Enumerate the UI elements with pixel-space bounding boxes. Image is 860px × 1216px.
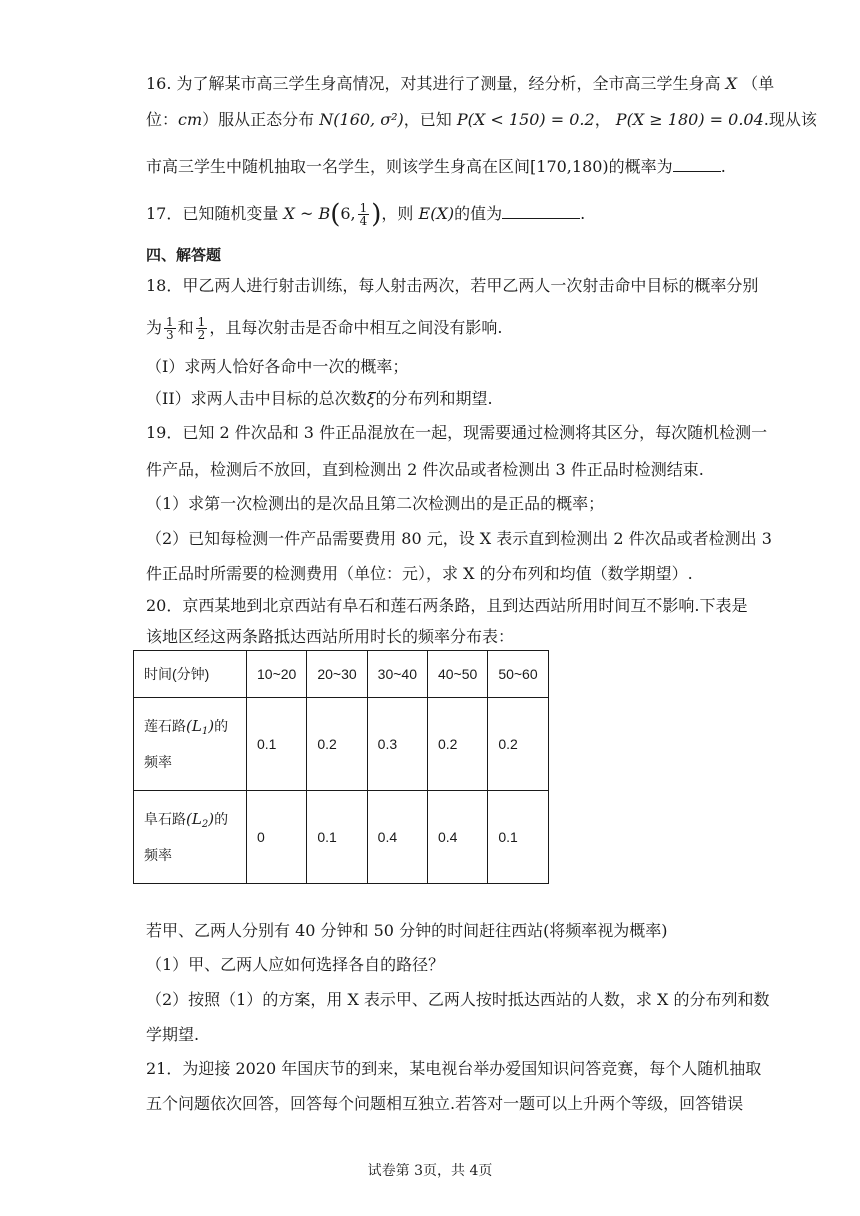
table-header-cell: 20~30 [307, 651, 367, 698]
q16-probability-2: P(X ≥ 180) = 0.04 [615, 110, 764, 129]
q17-text: 的值为 [454, 204, 503, 223]
table-cell: 0.3 [367, 698, 427, 791]
row-label-text: 阜石路 [144, 811, 186, 827]
table-cell: 0.1 [247, 698, 307, 791]
table-cell: 0 [247, 791, 307, 884]
q20-sub2-line1: （2）按照（1）的方案，用 X 表示甲、乙两人按时抵达西站的人数，求 X 的分布列和数 [146, 990, 770, 1009]
q18-text: 的分布列和期望. [375, 389, 493, 408]
q18-sub1: （I）求两人恰好各命中一次的概率； [146, 357, 409, 376]
q18-fraction-2 [196, 316, 208, 341]
row-label-symbol-letter: L [191, 810, 202, 828]
table-row [134, 698, 549, 791]
q16-variable: X [725, 74, 738, 93]
q16-text: 市高三学生中随机抽取一名学生，则该学生身高在区间 [146, 157, 531, 176]
section-heading: 四、解答题 [146, 246, 222, 264]
q17-binomial-n: 6, [340, 204, 356, 223]
q17-text: . [580, 204, 586, 223]
table-row [134, 791, 549, 884]
row-label-text: 的 [214, 811, 229, 827]
q18-fraction-1-denominator: 3 [166, 328, 174, 342]
q16-text: 的概率为 [608, 157, 673, 176]
q20-sub2-line2: 学期望. [146, 1025, 200, 1044]
q19-sub1: （1）求第一次检测出的是次品且第二次检测出的是正品的概率； [146, 494, 605, 513]
q17-text: 17．已知随机变量 [146, 204, 279, 223]
q20-sub1: （1）甲、乙两人应如何选择各自的路径？ [146, 955, 445, 974]
table-header-cell: 50~60 [488, 651, 548, 698]
q16-line3 [146, 157, 726, 177]
table-row-label [134, 791, 247, 884]
q16-text: . [720, 157, 726, 176]
table-cell: 0.4 [367, 791, 427, 884]
q16-text: 位： [146, 110, 179, 129]
q17-fraction [358, 202, 370, 227]
q18-fraction-2-denominator: 2 [197, 328, 206, 342]
row-label-text: 莲石路 [144, 718, 186, 734]
row-label-symbol-subscript: 1 [201, 726, 209, 737]
q17-fraction-denominator: 4 [359, 214, 368, 228]
table-cell: 0.2 [488, 698, 548, 791]
q17-text: ，则 [381, 204, 414, 223]
q17-expectation: E(X) [418, 204, 455, 223]
table-cell: 0.1 [488, 791, 548, 884]
table-row-label [134, 698, 247, 791]
row-label-symbol: $(L_1)$ [186, 717, 215, 737]
q16-text: ）服从正态分布 [202, 110, 315, 129]
q18-fraction-2-numerator: 1 [197, 315, 206, 329]
q19-sub2-line2: 件正品时所需要的检测费用（单位：元），求 X 的分布列和均值（数学期望）. [146, 564, 693, 583]
table-cell: 0.4 [427, 791, 487, 884]
table-cell: 0.2 [427, 698, 487, 791]
q16-interval: [170,180) [530, 157, 609, 176]
q18-fraction-1 [164, 316, 176, 341]
q18-line1: 18．甲乙两人进行射击训练，每人射击两次，若甲乙两人一次射击命中目标的概率分别 [146, 276, 759, 295]
q16-line2 [146, 110, 817, 130]
q19-line1: 19．已知 2 件次品和 3 件正品混放在一起，现需要通过检测将其区分，每次随机检测一 [146, 423, 768, 442]
q20-line1: 20．京西某地到北京西站有阜石和莲石两条路，且到达西站所用时间互不影响.下表是 [146, 596, 748, 615]
q16-text: 16. 为了解某市高三学生身高情况，对其进行了测量，经分析，全市高三学生身高 [146, 74, 721, 93]
table-header-row [134, 651, 549, 698]
q21-line1: 21．为迎接 2020 年国庆节的到来，某电视台举办爱国知识问答竞赛，每个人随机抽取 [146, 1059, 762, 1078]
q18-sub2 [146, 389, 493, 409]
q16-line1 [146, 74, 774, 94]
table-cell: 0.1 [307, 791, 367, 884]
q16-unit: cm [178, 110, 203, 129]
q17-answer-blank[interactable] [502, 204, 580, 219]
table-header-cell: 时间(分钟) [134, 651, 247, 698]
q16-probability-1: P(X < 150) = 0.2 [456, 110, 595, 129]
q16-text: ，已知 [403, 110, 452, 129]
q16-text: ， [594, 110, 611, 129]
row-label-text: 的 [214, 718, 229, 734]
q17-line [146, 199, 586, 230]
q17-paren-close: ) [371, 199, 382, 230]
row-label-symbol: $(L_2)$ [186, 810, 215, 830]
table-header-cell: 40~50 [427, 651, 487, 698]
q19-line2: 件产品，检测后不放回，直到检测出 2 件次品或者检测出 3 件正品时检测结束. [146, 460, 704, 479]
q18-text: ，且每次射击是否命中相互之间没有影响. [209, 318, 503, 337]
q18-text: （II）求两人击中目标的总次数 [146, 389, 367, 408]
q16-normal-distribution: N(160, σ²) [319, 110, 404, 129]
row-label-symbol-letter: L [191, 717, 202, 735]
q20-after-table: 若甲、乙两人分别有 40 分钟和 50 分钟的时间赶往西站(将频率视为概率) [146, 921, 668, 940]
q19-sub2-line1: （2）已知每检测一件产品需要费用 80 元，设 X 表示直到检测出 2 件次品或者检测出 3 [146, 529, 772, 548]
q18-fraction-1-numerator: 1 [166, 315, 174, 329]
q21-line2: 五个问题依次回答，回答每个问题相互独立.若答对一题可以上升两个等级，回答错误 [146, 1094, 744, 1113]
table-cell: 0.2 [307, 698, 367, 791]
frequency-table [133, 650, 549, 884]
row-label-text: 频率 [144, 847, 172, 863]
q17-binomial: X ~ B [283, 204, 331, 223]
q16-answer-blank[interactable] [673, 157, 721, 172]
q18-text: 和 [177, 318, 194, 337]
q17-fraction-numerator: 1 [359, 201, 368, 215]
table-header-cell: 30~40 [367, 651, 427, 698]
q18-line2 [146, 316, 502, 341]
table-header-cell: 10~20 [247, 651, 307, 698]
q17-paren-open: ( [330, 199, 341, 230]
page-footer: 试卷第 3页，共 4页 [367, 1163, 493, 1179]
q20-line2: 该地区经这两条路抵达西站所用时长的频率分布表： [146, 627, 515, 646]
q16-text: .现从该 [763, 110, 817, 129]
q18-text: 为 [146, 318, 163, 337]
row-label-text: 频率 [144, 754, 172, 770]
q18-variable: ξ [366, 389, 376, 408]
row-label-symbol-subscript: 2 [201, 819, 209, 830]
q16-text: （单 [742, 74, 775, 93]
